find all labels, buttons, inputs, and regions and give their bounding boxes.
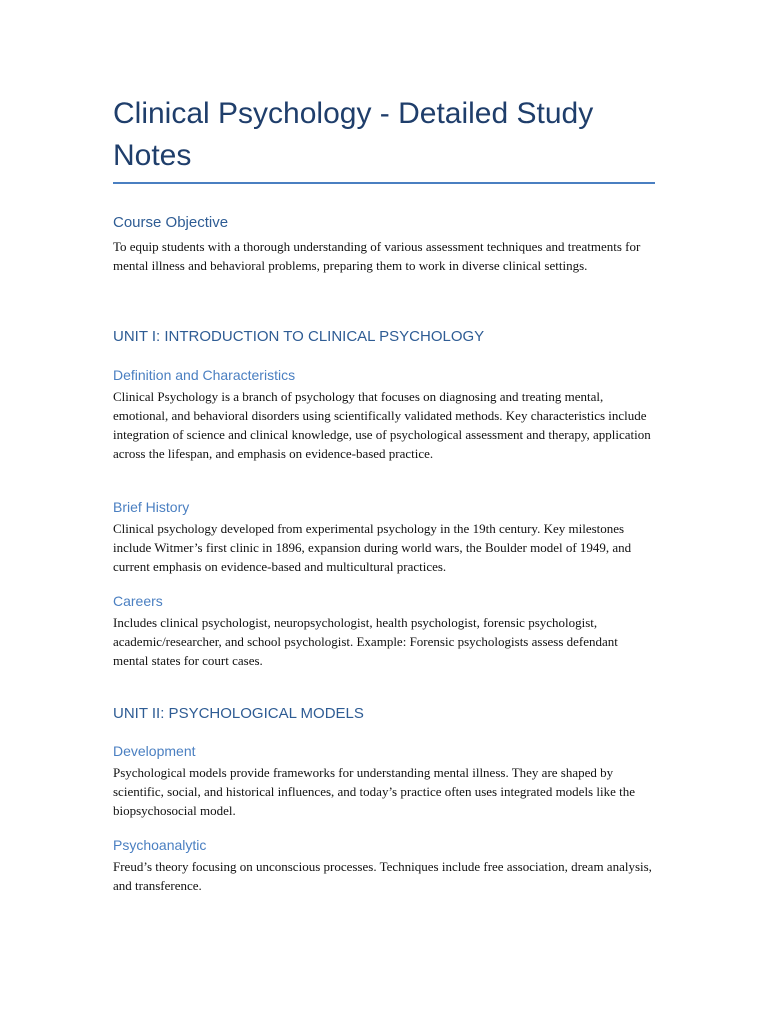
- careers-text: Includes clinical psychologist, neuropsychologist, health psychologist, forensic psychologist, academic/researcher, and school psychologist. Example: Forensic psychologists assess defendant mental states for court cases.: [113, 615, 618, 668]
- development-heading: Development: [113, 743, 196, 759]
- brief-history-heading: Brief History: [113, 499, 190, 515]
- definition-heading: Definition and Characteristics: [113, 367, 296, 383]
- development-text: Psychological models provide frameworks for understanding mental illness. They are shaped by scientific, social, and historical influences, and today’s practice often uses integrated models like the biopsychosocial model.: [113, 765, 635, 818]
- unit1-section: [113, 327, 655, 347]
- psychoanalytic-heading: Psychoanalytic: [113, 837, 207, 853]
- course-objective-body: [113, 237, 655, 275]
- unit1-heading: UNIT I: INTRODUCTION TO CLINICAL PSYCHOLOGY: [113, 328, 485, 345]
- title-underline-rule: [113, 182, 655, 184]
- brief-history-text: Clinical psychology developed from experimental psychology in the 19th century. Key milestones include Witmer’s first clinic in 1896, expansion during world wars, the Boulder model of 1949, and current emphasis on evidence-based and multicultural practices.: [113, 521, 632, 574]
- document-page: [113, 0, 655, 893]
- definition-text: Clinical Psychology is a branch of psychology that focuses on diagnosing and treating mental, emotional, and behavioral disorders using scientifically validated methods. Key characteristics include integration of science and clinical knowledge, use of psychological assessment and therapy, application across the lifespan, and emphasis on evidence-based practice.: [113, 389, 651, 461]
- document-title: Clinical Psychology - Detailed Study Notes: [113, 97, 594, 172]
- course-objective-heading: Course Objective: [113, 214, 229, 231]
- course-objective-section: [113, 213, 655, 233]
- careers-heading: Careers: [113, 593, 163, 609]
- psychoanalytic-text: Freud’s theory focusing on unconscious processes. Techniques include free association, dream analysis, and transference.: [113, 859, 652, 893]
- unit1-history-block: [113, 497, 655, 576]
- unit2-psychoanalytic-block: [113, 835, 655, 895]
- unit1-careers-block: [113, 591, 655, 670]
- unit2-development-block: [113, 741, 655, 820]
- unit1-definition-block: [113, 365, 655, 463]
- course-objective-text: To equip students with a thorough understanding of various assessment techniques and treatments for mental illness and behavioral problems, preparing them to work in diverse clinical settings.: [113, 239, 641, 273]
- unit2-heading: UNIT II: PSYCHOLOGICAL MODELS: [113, 705, 364, 722]
- unit2-section: [113, 704, 655, 724]
